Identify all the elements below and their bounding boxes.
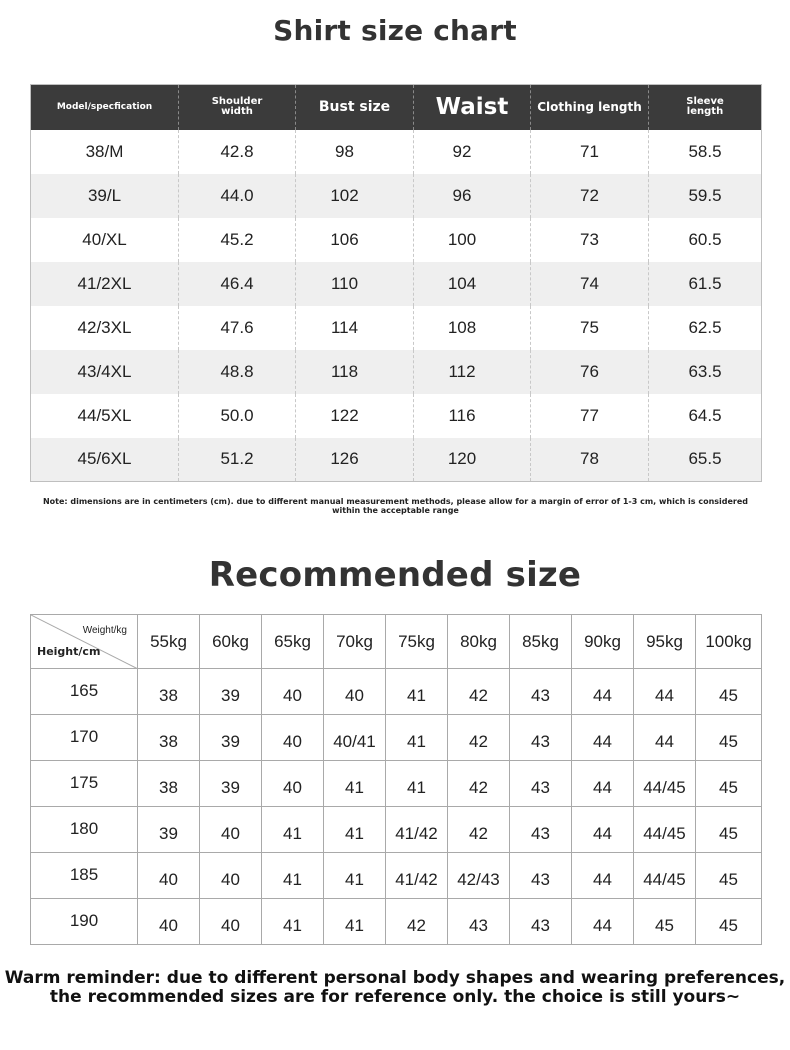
recommended-size-cell: 45: [696, 807, 762, 853]
size-value-cell: 51.2: [179, 438, 296, 482]
weight-header-cell: 80kg: [448, 615, 510, 669]
size-value-cell: 78: [531, 438, 649, 482]
size-value-cell: 50.0: [179, 394, 296, 438]
recommended-size-cell: 41/42: [386, 807, 448, 853]
size-value-cell: 112: [414, 350, 531, 394]
size-row: [31, 350, 762, 394]
size-row: [31, 394, 762, 438]
size-value-cell: 58.5: [649, 130, 762, 174]
height-cell: 185: [31, 853, 138, 899]
recommended-size-cell: 42: [448, 669, 510, 715]
recommended-size-cell: 42: [386, 899, 448, 945]
recommended-size-cell: 40: [200, 853, 262, 899]
recommended-size-cell: 41: [386, 761, 448, 807]
size-value-cell: 114: [296, 306, 414, 350]
recommended-size-cell: 40: [262, 715, 324, 761]
height-cell: 190: [31, 899, 138, 945]
recommended-size-cell: 45: [696, 669, 762, 715]
weight-header-cell: 65kg: [262, 615, 324, 669]
height-cell: 180: [31, 807, 138, 853]
size-model-cell: 40/XL: [82, 229, 127, 249]
size-chart-table: [30, 84, 762, 482]
header-bust-size: Bust size: [296, 85, 414, 130]
recommended-size-table: [30, 614, 762, 945]
size-value-cell: 63.5: [649, 350, 762, 394]
measurement-note: Note: dimensions are in centimeters (cm). due to different manual measurement methods, please allow for a margin of error of 1-3 cm, which is considered within the acceptable range: [42, 497, 749, 516]
recommended-size-cell: 41: [386, 669, 448, 715]
size-model-cell: 45/6XL: [31, 438, 179, 482]
recommended-size-cell: 40: [262, 761, 324, 807]
weight-header-cell: 60kg: [200, 615, 262, 669]
size-value-cell: 73: [531, 218, 649, 262]
recommended-row: [31, 899, 762, 945]
size-value-cell: 45.2: [179, 218, 296, 262]
size-value-cell: 102: [296, 174, 414, 218]
recommended-size-cell: 40: [138, 899, 200, 945]
recommended-size-cell: 39: [200, 669, 262, 715]
recommended-size-cell: 44: [572, 853, 634, 899]
recommended-size-cell: 43: [510, 899, 572, 945]
size-value-cell: 106: [296, 218, 414, 262]
recommended-size-cell: 42/43: [448, 853, 510, 899]
size-model-cell: 38/M: [85, 141, 124, 161]
recommended-size-cell: 41: [386, 715, 448, 761]
size-value-cell: 62.5: [649, 306, 762, 350]
size-value-cell: 44.0: [179, 174, 296, 218]
recommended-row: [31, 669, 762, 715]
recommended-size-cell: 43: [510, 761, 572, 807]
size-value-cell: 96: [414, 174, 531, 218]
size-value-cell: 77: [531, 394, 649, 438]
height-axis-label: Height/cm: [37, 645, 101, 658]
recommended-size-cell: 44/45: [634, 761, 696, 807]
size-value-cell: 48.8: [179, 350, 296, 394]
recommended-size-cell: 41: [324, 807, 386, 853]
size-value-cell: 64.5: [649, 394, 762, 438]
size-value-cell: 76: [531, 350, 649, 394]
recommended-size-cell: 44: [572, 669, 634, 715]
recommended-size-cell: 43: [510, 715, 572, 761]
size-value-cell: 59.5: [649, 174, 762, 218]
size-value-cell: 74: [531, 262, 649, 306]
size-row: [31, 262, 762, 306]
recommended-size-cell: 44: [572, 899, 634, 945]
recommended-size-cell: 41: [324, 899, 386, 945]
recommended-size-cell: 44: [572, 807, 634, 853]
size-value-cell: 118: [296, 350, 414, 394]
size-value-cell: 71: [531, 130, 649, 174]
header-clothing-length: Clothing length: [531, 85, 649, 130]
recommended-size-cell: 39: [138, 807, 200, 853]
recommended-size-cell: 40: [200, 899, 262, 945]
size-value-cell: 42.8: [179, 130, 296, 174]
size-value-cell: 98: [296, 130, 414, 174]
recommended-size-cell: 43: [510, 853, 572, 899]
recommended-row: [31, 761, 762, 807]
header-model: Model/specfication: [31, 85, 179, 130]
recommended-size-cell: 44: [572, 715, 634, 761]
warm-reminder: [0, 969, 790, 1007]
size-row: [31, 218, 762, 262]
recommended-size-cell: 40: [324, 669, 386, 715]
weight-header-cell: 75kg: [386, 615, 448, 669]
size-row: [31, 174, 762, 218]
recommended-size-cell: 40: [200, 807, 262, 853]
recommended-size-cell: 41: [262, 807, 324, 853]
reminder-line-2: the recommended sizes are for reference only. the choice is still yours~: [49, 987, 741, 1007]
size-model-cell: 44/5XL: [77, 405, 132, 425]
size-value-cell: 104: [414, 262, 531, 306]
recommended-size-cell: 44: [572, 761, 634, 807]
recommended-size-cell: 39: [200, 715, 262, 761]
recommended-size-cell: 45: [696, 853, 762, 899]
weight-header-cell: 55kg: [138, 615, 200, 669]
recommended-size-cell: 43: [448, 899, 510, 945]
recommended-size-cell: 40: [138, 853, 200, 899]
weight-header-cell: 70kg: [324, 615, 386, 669]
height-cell: 175: [31, 761, 138, 807]
header-sleeve-length: [649, 85, 762, 130]
recommended-size-cell: 42: [448, 761, 510, 807]
header-sleeve-length-text: Sleeve length: [686, 95, 724, 118]
size-model-cell: 42/3XL: [77, 317, 132, 337]
recommended-size-cell: 45: [696, 761, 762, 807]
size-value-cell: 122: [296, 394, 414, 438]
size-model-cell: 41/2XL: [31, 262, 179, 306]
size-value-cell: 116: [414, 394, 531, 438]
size-value-cell: 108: [414, 306, 531, 350]
reminder-line-1: Warm reminder: due to different personal body shapes and wearing preferences,: [4, 968, 786, 988]
size-row: [31, 306, 762, 350]
recommended-size-cell: 42: [448, 807, 510, 853]
size-chart-title: Shirt size chart: [273, 14, 517, 47]
weight-axis-label: Weight/kg: [82, 625, 127, 636]
recommended-size-cell: 38: [138, 669, 200, 715]
recommended-size-cell: 45: [696, 899, 762, 945]
size-value-cell: 126: [296, 438, 414, 482]
size-value-cell: 100: [414, 218, 531, 262]
size-model-cell: 39/L: [31, 174, 179, 218]
recommended-size-cell: 41: [262, 899, 324, 945]
recommended-size-cell: 42: [448, 715, 510, 761]
weight-header-cell: 90kg: [572, 615, 634, 669]
recommended-row: [31, 853, 762, 899]
size-value-cell: 65.5: [649, 438, 762, 482]
size-value-cell: 75: [531, 306, 649, 350]
recommended-size-cell: 38: [138, 715, 200, 761]
recommended-size-cell: 41: [324, 853, 386, 899]
weight-header-row: [31, 615, 762, 669]
recommended-size-cell: 40: [262, 669, 324, 715]
size-value-cell: 60.5: [649, 218, 762, 262]
size-row: [31, 438, 762, 482]
recommended-size-cell: 41: [324, 761, 386, 807]
weight-header-cell: 85kg: [510, 615, 572, 669]
header-waist: Waist: [414, 85, 531, 130]
size-value-cell: 46.4: [179, 262, 296, 306]
recommended-size-cell: 43: [510, 669, 572, 715]
header-shoulder-width-text: Shoulder width: [211, 95, 263, 118]
height-cell: 165: [31, 669, 138, 715]
recommended-size-cell: 39: [200, 761, 262, 807]
recommended-size-cell: 44/45: [634, 807, 696, 853]
header-shoulder-width: [179, 85, 296, 130]
size-model-cell: 43/4XL: [31, 350, 179, 394]
recommended-size-cell: 44: [634, 669, 696, 715]
table-corner-cell: [31, 615, 138, 669]
recommended-size-cell: 45: [696, 715, 762, 761]
recommended-row: [31, 715, 762, 761]
recommended-row: [31, 807, 762, 853]
size-value-cell: 120: [414, 438, 531, 482]
recommended-size-cell: 41: [262, 853, 324, 899]
size-value-cell: 47.6: [179, 306, 296, 350]
recommended-size-cell: 44/45: [634, 853, 696, 899]
recommended-size-cell: 40/41: [324, 715, 386, 761]
recommended-size-cell: 38: [138, 761, 200, 807]
recommended-size-title: Recommended size: [208, 555, 582, 595]
diagonal-divider: [31, 615, 138, 669]
size-chart-header-row: [31, 85, 762, 130]
recommended-size-cell: 43: [510, 807, 572, 853]
size-value-cell: 110: [296, 262, 414, 306]
size-row: [31, 130, 762, 174]
weight-header-cell: 95kg: [634, 615, 696, 669]
size-value-cell: 92: [414, 130, 531, 174]
recommended-size-cell: 41/42: [386, 853, 448, 899]
recommended-size-cell: 44: [634, 715, 696, 761]
weight-header-cell: 100kg: [696, 615, 762, 669]
size-value-cell: 72: [531, 174, 649, 218]
recommended-size-cell: 45: [634, 899, 696, 945]
height-cell: 170: [31, 715, 138, 761]
size-value-cell: 61.5: [649, 262, 762, 306]
